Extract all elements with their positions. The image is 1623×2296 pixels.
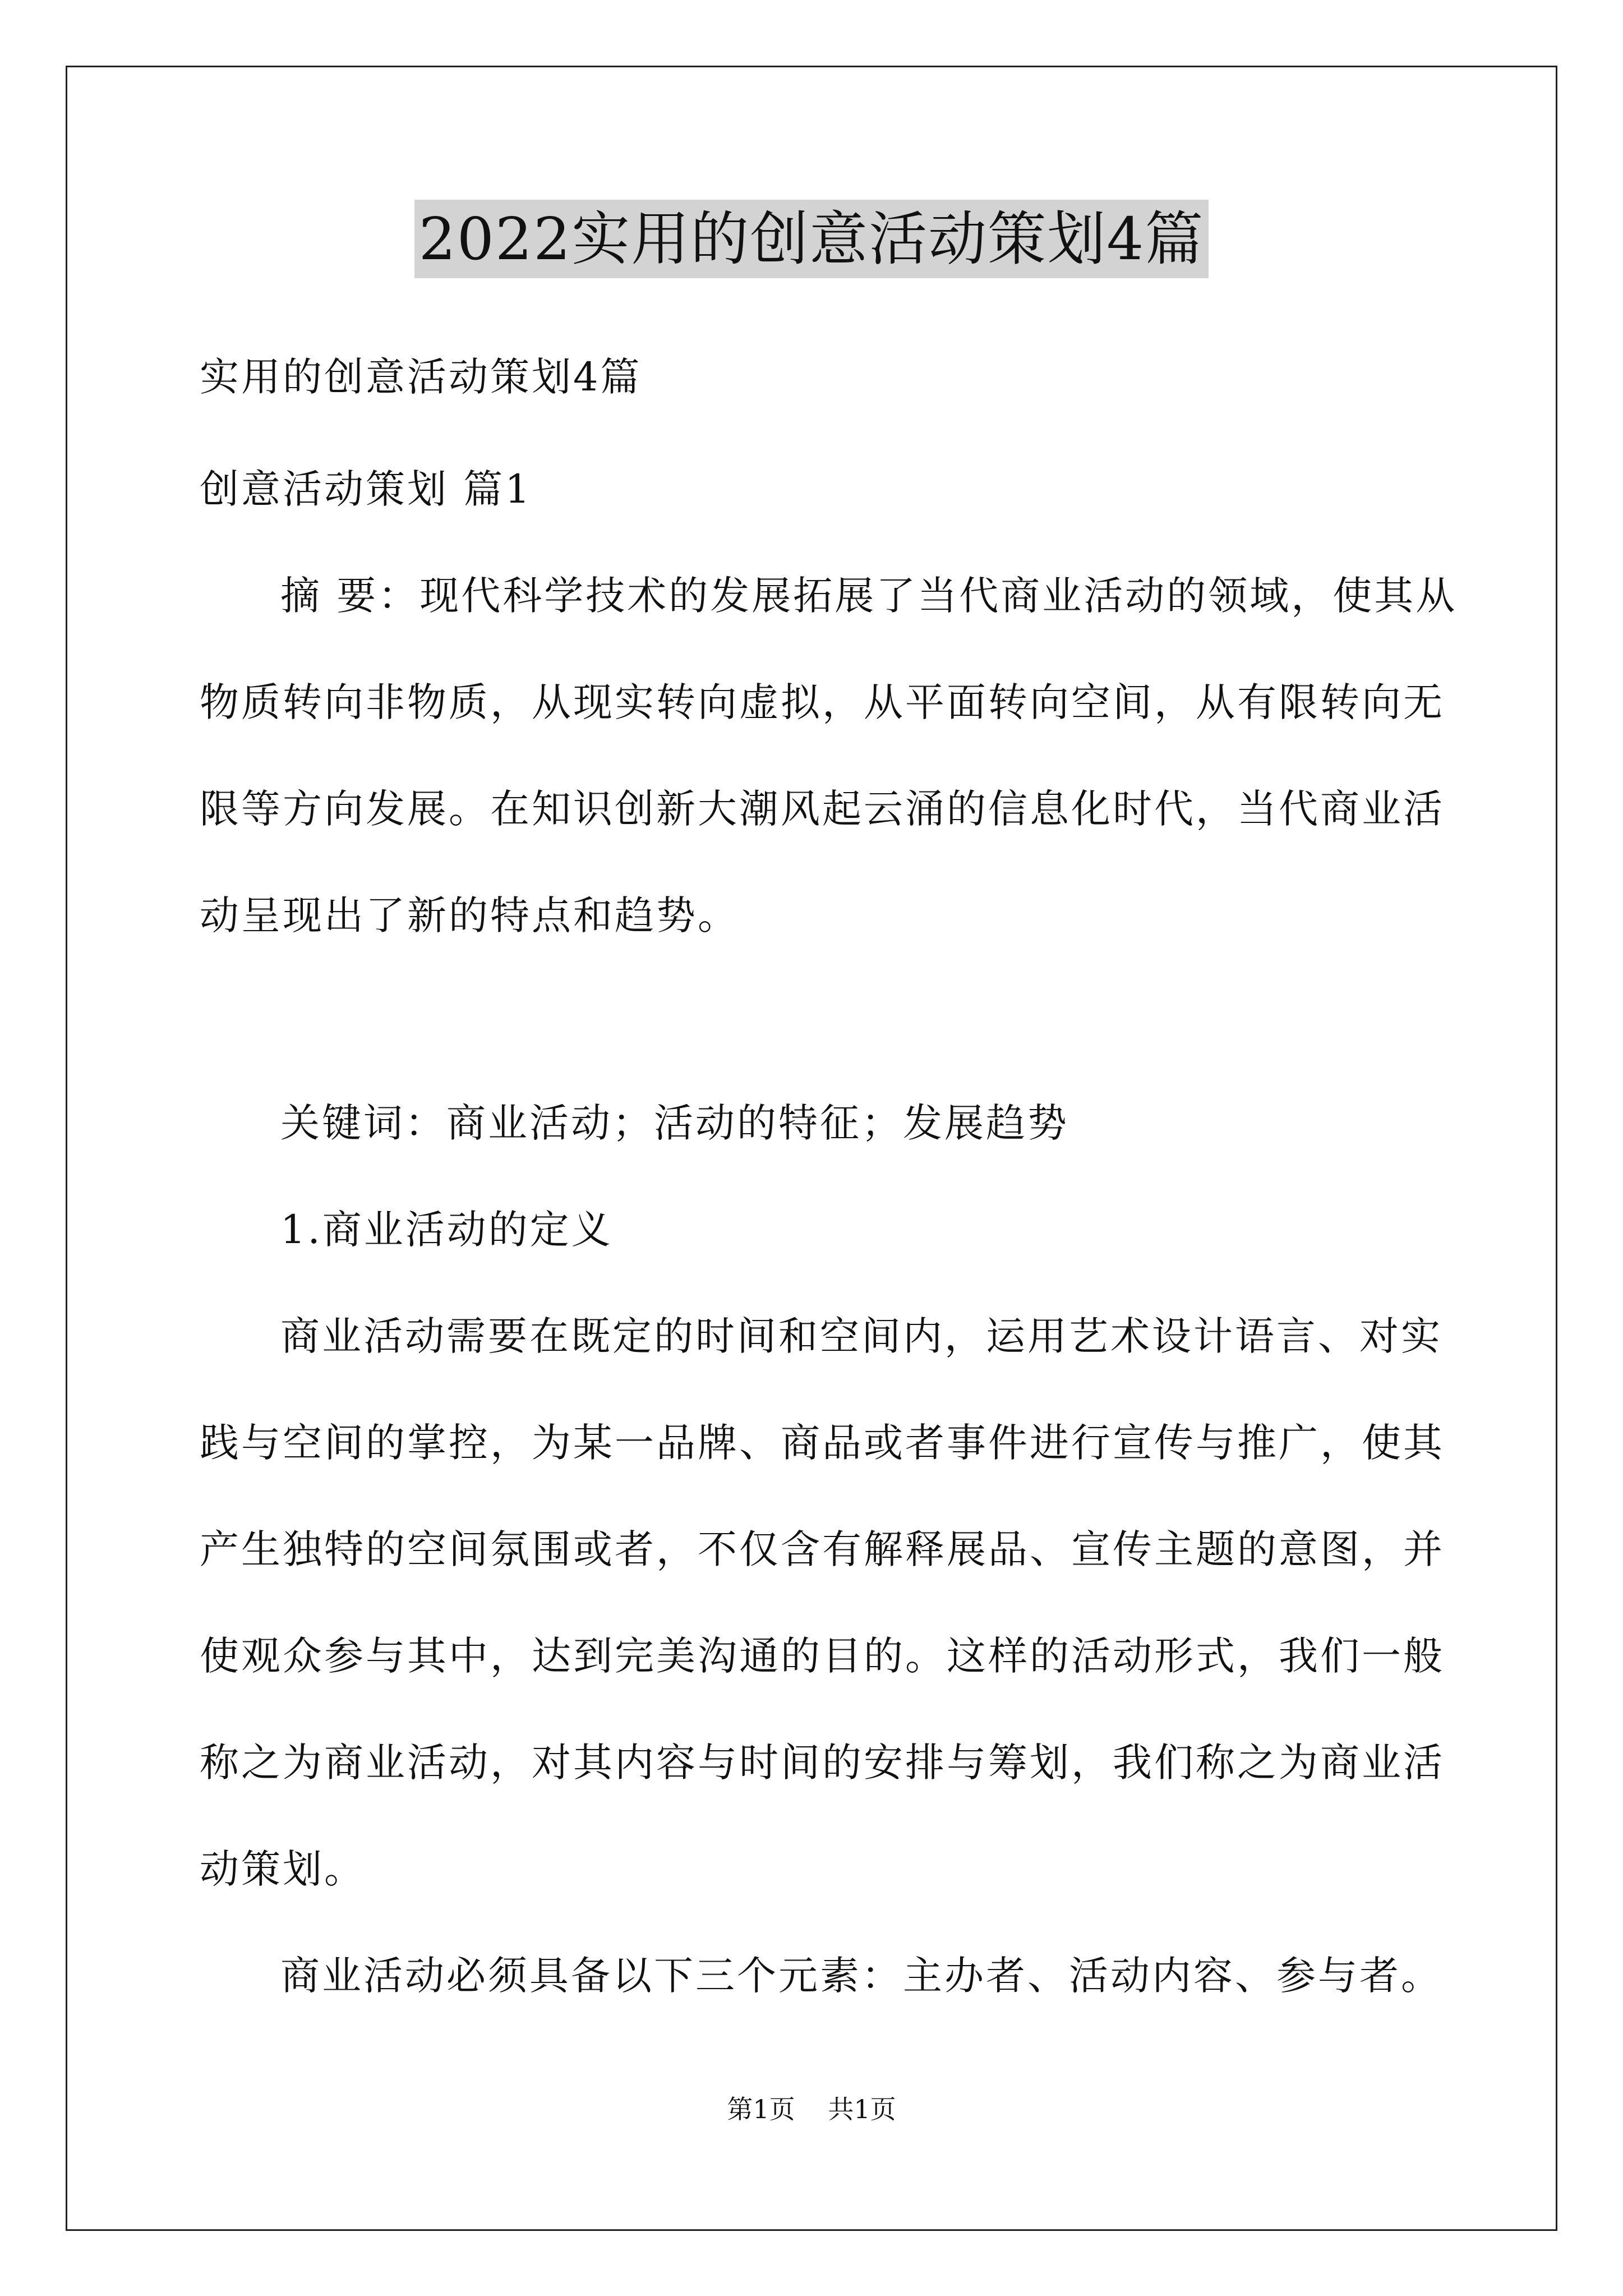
page-number: 第1页	[727, 2094, 795, 2124]
section-heading: 创意活动策划 篇1	[200, 466, 532, 512]
paragraph-line: 商业活动需要在既定的时间和空间内，运用艺术设计语言、对实	[280, 1313, 1442, 1359]
keywords-line: 关键词：商业活动；活动的特征；发展趋势	[280, 1100, 1069, 1146]
abstract-line: 物质转向非物质，从现实转向虚拟，从平面转向空间，从有限转向无	[200, 679, 1445, 725]
paragraph-line: 使观众参与其中，达到完美沟通的目的。这样的活动形式，我们一般	[200, 1633, 1445, 1679]
abstract-line: 摘 要：现代科学技术的发展拓展了当代商业活动的领域，使其从	[280, 573, 1458, 619]
document-subtitle: 实用的创意活动策划4篇	[200, 354, 642, 400]
paragraph-line: 商业活动必须具备以下三个元素：主办者、活动内容、参与者。	[280, 1953, 1442, 1999]
paragraph-line: 产生独特的空间氛围或者，不仅含有解释展品、宣传主题的意图，并	[200, 1526, 1445, 1572]
page-footer	[0, 2092, 1623, 2126]
paragraph-line: 践与空间的掌控，为某一品牌、商品或者事件进行宣传与推广，使其	[200, 1420, 1445, 1466]
paragraph-line: 称之为商业活动，对其内容与时间的安排与筹划，我们称之为商业活	[200, 1740, 1445, 1786]
section-1-heading: 1.商业活动的定义	[280, 1207, 613, 1253]
abstract-line: 限等方向发展。在知识创新大潮风起云涌的信息化时代，当代商业活	[200, 786, 1445, 832]
document-title: 2022实用的创意活动策划4篇	[414, 200, 1209, 278]
paragraph-line: 动策划。	[200, 1846, 366, 1892]
total-pages: 共1页	[828, 2094, 896, 2124]
abstract-line: 动呈现出了新的特点和趋势。	[200, 892, 739, 938]
